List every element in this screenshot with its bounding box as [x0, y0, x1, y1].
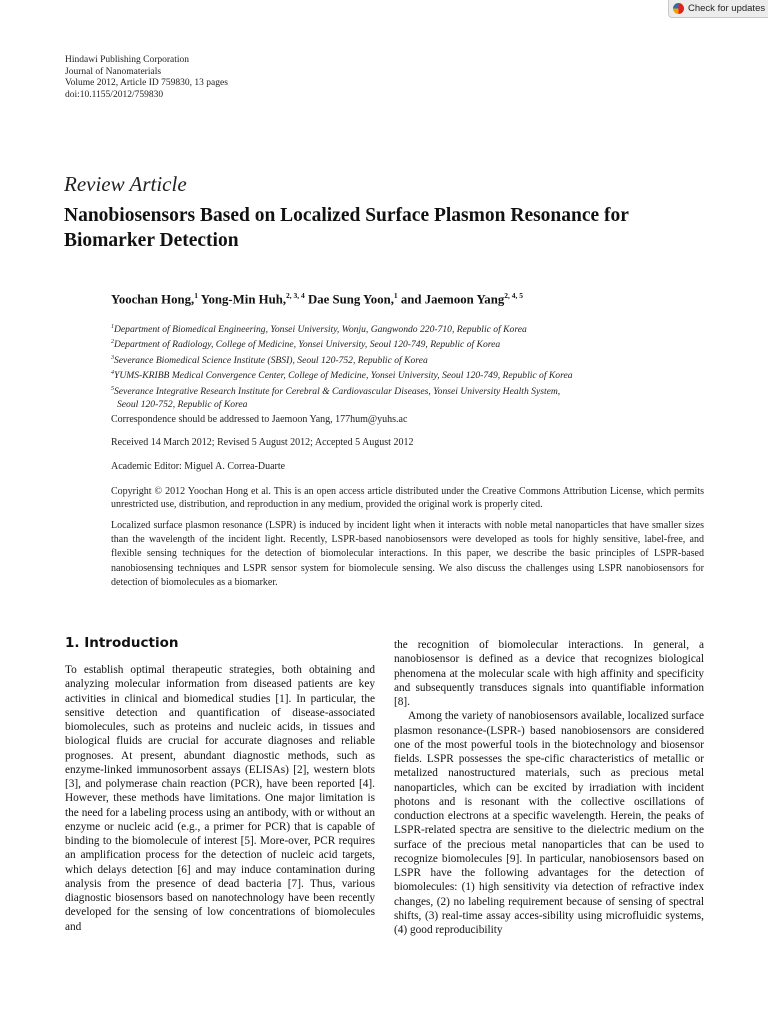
paper-title: Nanobiosensors Based on Localized Surface Plasmon Resonance for Biomarker Detection	[64, 205, 629, 251]
affiliation-text: Seoul 120-752, Republic of Korea	[117, 398, 248, 410]
author-name: Yong-Min Huh,	[200, 292, 287, 307]
author-affiliation-marker: 1	[194, 291, 198, 300]
affiliation-text: Severance Biomedical Science Institute (SBSI), Seoul 120-752, Republic of Korea	[114, 354, 428, 366]
body-column-right	[394, 638, 704, 937]
journal-name: Journal of Nanomaterials	[65, 66, 162, 77]
affiliation-number: 4	[111, 370, 114, 377]
body-paragraph: the recognition of biomolecular interactions. In general, a nanobiosensor is defined as a device that recognizes biological phenomena at the molecular scale with high affinity and specificity and subsequently transduces signals into quantifiable information [8].	[394, 639, 704, 708]
copyright-notice: Copyright © 2012 Yoochan Hong et al. This is an open access article distributed under the Creative Commons Attribution License, which permits unrestricted use, distribution, and reproduction in any medium, provided the original work is properly cited.	[111, 486, 704, 511]
affiliation-number: 1	[111, 324, 114, 330]
affiliation-list	[111, 321, 573, 411]
affiliation-text: Department of Biomedical Engineering, Yonsei University, Wonju, Gangwondo 220-710, Republic of Korea	[114, 324, 527, 336]
journal-metadata	[65, 55, 228, 101]
affiliation-number: 3	[111, 354, 114, 361]
author-affiliation-marker: 1	[393, 291, 398, 300]
affiliation-number: 2	[111, 339, 114, 346]
affiliation-text: YUMS-KRIBB Medical Convergence Center, College of Medicine, Yonsei University, Seoul 120-749, Republic of Korea	[114, 370, 573, 382]
body-column-left	[65, 663, 375, 934]
affiliation-number: 5	[111, 385, 114, 392]
author-name: Yoochan Hong,	[111, 292, 195, 307]
section-heading: 1. Introduction	[65, 635, 179, 651]
volume-info: Volume 2012, Article ID 759830, 13 pages	[65, 78, 228, 88]
author-list	[111, 291, 523, 307]
affiliation-text: Department of Radiology, College of Medicine, Yonsei University, Seoul 120-749, Republic of Korea	[114, 339, 501, 351]
abstract: Localized surface plasmon resonance (LSPR) is induced by incident light when it interacts with noble metal nanoparticles that have smaller sizes than the wavelength of the incident light. Recently, LSPR-based nanobiosensors were developed as tools for highly sensitive, label-free, and flexible sensing techniques for the detection of biomolecular interactions. In this paper, we describe the basic principles of LSPR-based nanobiosensing techniques and LSPR sensor system for biomolecule sensing. We also discuss the challenges using LSPR nanobiosensors for detection of biomolecules as a biomarker.	[111, 520, 704, 588]
check-for-updates-label: Check for updates	[688, 3, 766, 14]
body-paragraph: Among the variety of nanobiosensors available, localized surface plasmon resonance-(LSPR-) based nanobiosensors are considered one of the most powerful tools in the biotechnology and biosensor fields. LSPR possesses the spe-cific characteristics of metallic or metalized nanostructured materials, such as precious metal nanoparticles, which can be excited by irradiation with incident photons and is resonant with the collective oscillations of conduction electrons at a specific wavelength. Herein, the peaks of LSPR-related spectra are sensitive to the dielectric medium on the surface of the precious metal nanoparticles that can be used to recognize biomolecules [9]. In particular, nanobiosensors based on LSPR have the following advantages for the detection of biomolecules: (1) high sensitivity via detection of refractive index changes, (2) no labeling requirement because of sensing of spectral shifts, (3) real-time assay acces-sibility using microfluidic systems, (4) good reproducibility	[394, 710, 704, 936]
affiliation-continued	[111, 398, 573, 411]
body-paragraph: To establish optimal therapeutic strategies, both obtaining and analyzing molecular information from diseased patients are key activities in clinical and biomedical studies [1]. In particular, the sensitive detection and quantification of disease-associated biomolecules, such as proteins and nucleic acids, in tissues and biological fluids are crucial for accurate diagnoses and reliable prognoses. At present, abundant diagnostic methods, such as enzyme-linked immunosorbent assays (ELISAs) [2], western blots [3], and polymerase chain reaction (PCR), have been reported [4]. However, these methods have limitations. One major limitation is the need for a labeling process using an antibody, with or without an enzyme or nucleic acid (e.g., a primer for PCR) that is capable of binding to the biomolecule of interest [5]. More-over, PCR requires an amplification process for the detection of nucleic acid targets, which delays detection [6] and may induce contamination during analysis from the presence of dead bacteria [7]. Thus, various diagnostic biosensors based on nanotechnology have been recently developed for the sensing of low concentrations of biomolecules and	[65, 664, 375, 933]
affiliation	[111, 336, 573, 351]
affiliation	[111, 367, 573, 382]
affiliation	[111, 383, 573, 398]
affiliation-text: Severance Integrative Research Institute for Cerebral & Cardiovascular Diseases, Yonsei University Health System,	[114, 385, 561, 397]
affiliation	[111, 321, 573, 336]
publisher: Hindawi Publishing Corporation	[65, 55, 190, 65]
correspondence: Correspondence should be addressed to Jaemoon Yang, 177hum@yuhs.ac	[111, 414, 408, 425]
author-name: Dae Sung Yoon,	[307, 292, 394, 307]
article-dates: Received 14 March 2012; Revised 5 August 2012; Accepted 5 August 2012	[111, 437, 414, 448]
check-for-updates-button[interactable]	[668, 0, 768, 18]
author-affiliation-marker: 2, 3, 4	[286, 291, 305, 300]
affiliation	[111, 352, 573, 367]
crossmark-icon	[673, 3, 684, 14]
author-affiliation-marker: 2, 4, 5	[504, 291, 523, 300]
author-name: and Jaemoon Yang	[400, 292, 505, 307]
academic-editor: Academic Editor: Miguel A. Correa-Duarte	[111, 461, 286, 472]
doi: doi:10.1155/2012/759830	[65, 89, 164, 100]
article-type: Review Article	[64, 172, 187, 196]
